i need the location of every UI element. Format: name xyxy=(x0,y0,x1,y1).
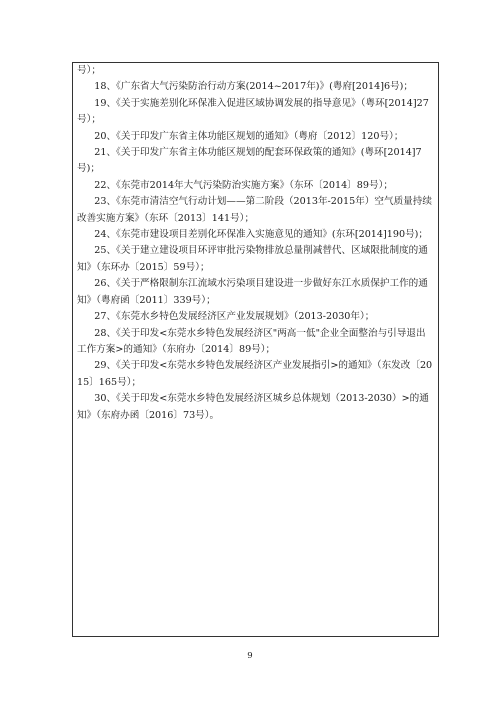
list-item-21: 21、《关于印发广东省主体功能区规划的配套环保政策的通知》(粤环[2014]7号)； xyxy=(77,147,422,175)
list-item-23: 23、《东莞市清洁空气行动计划——第二阶段（2013年-2015年）空气质量持续改善实施方案》（东环〔2013〕141号）； xyxy=(77,196,432,224)
list-item-28: 28、《关于印发<东莞水乡特色发展经济区"两高一低"企业全面整治与引导退出工作方案>的通知》（东府办〔2014〕89号）； xyxy=(77,327,426,355)
list-item-29: 29、《关于印发<东莞水乡特色发展经济区产业发展指引>的通知》（东发改〔2015〕165号）； xyxy=(77,360,433,388)
page-number: 9 xyxy=(247,651,253,661)
list-item-continuation: 号）； xyxy=(77,65,101,76)
document-frame xyxy=(72,62,439,637)
list-item-25: 25、《关于建立建设项目环评审批污染物排放总量削减替代、区域限批制度的通知》（东环办〔2015〕59号）； xyxy=(77,245,428,273)
list-item-20: 20、《关于印发广东省主体功能区规划的通知》（粤府〔2012〕120号）； xyxy=(94,130,404,142)
list-item-22: 22、《东莞市2014年大气污染防治实施方案》（东环〔2014〕89号）； xyxy=(94,179,393,191)
list-item-24: 24、《东莞市建设项目差别化环保准入实施意见的通知》(东环[2014]190号)； xyxy=(94,229,428,241)
regulation-list xyxy=(77,63,434,424)
list-item-27: 27、《东莞水乡特色发展经济区产业发展规划》（2013-2030年）； xyxy=(94,311,375,323)
list-item-19: 19、《关于实施差别化环保准入促进区域协调发展的指导意见》（粤环[2014]27号）； xyxy=(77,97,429,126)
list-item-30: 30、《关于印发<东莞水乡特色发展经济区城乡总体规划（2013-2030）>的通知》（东府办函〔2016〕73号）。 xyxy=(77,393,429,421)
list-item-18: 18、《广东省大气污染防治行动方案(2014~2017年)》(粤府[2014]6号)； xyxy=(94,81,413,93)
list-item-26: 26、《关于严格限制东江流域水污染项目建设进一步做好东江水质保护工作的通知》（粤府函〔2011〕339号）； xyxy=(77,278,428,306)
